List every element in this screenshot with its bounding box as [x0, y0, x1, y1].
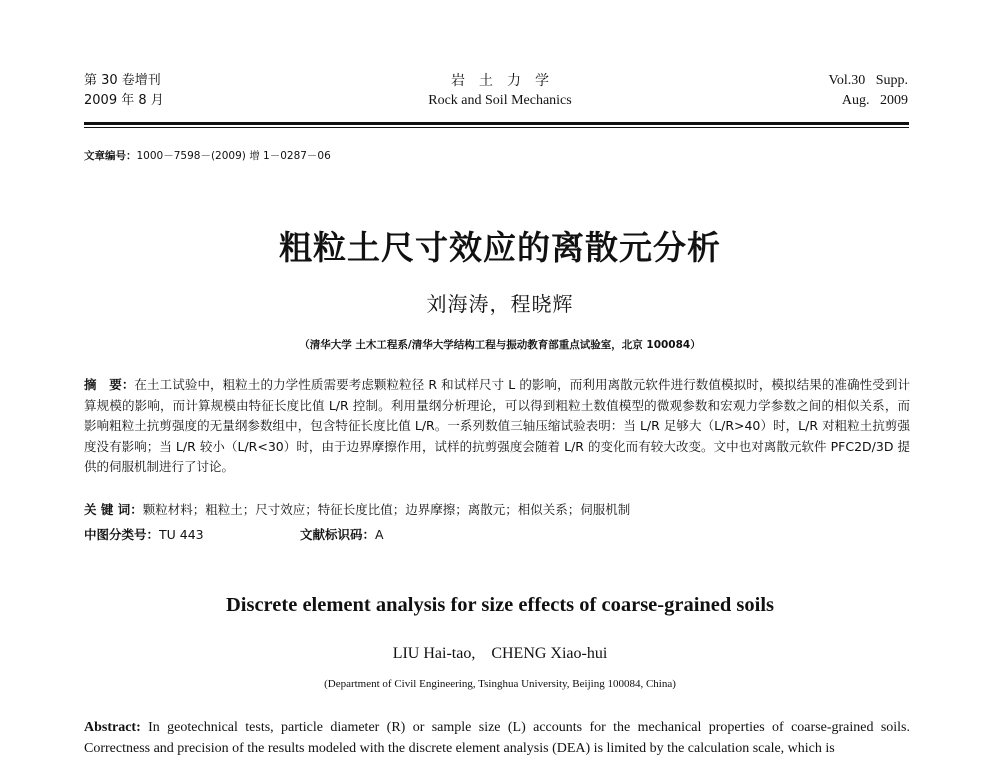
header-rule-thick: [84, 122, 909, 125]
issue-date: 2009 年 8 月: [84, 93, 164, 108]
article-number-value: 1000－7598－(2009) 增 1－0287－06: [136, 150, 331, 162]
document-code-label: 文献标识码：: [300, 527, 376, 542]
title-cn: 粗粒土尺寸效应的离散元分析: [279, 228, 721, 267]
abstract-en: [84, 717, 910, 759]
header-rule-thin: [84, 127, 909, 128]
clc-value: TU 443: [159, 527, 204, 542]
volume-issue: 第 30 卷增刊: [84, 73, 161, 88]
authors-cn: 刘海涛，程晓辉: [426, 292, 574, 316]
keywords-cn-label: 关 键 词：: [84, 502, 143, 517]
keywords-cn-text: 颗粒材料；粗粒土；尺寸效应；特征长度比值；边界摩擦；离散元；相似关系；伺服机制: [142, 502, 631, 517]
article-number-label: 文章编号：: [84, 150, 137, 162]
abstract-cn-label: 摘 要：: [84, 377, 135, 392]
title-en: Discrete element analysis for size effects of coarse-grained soils: [225, 594, 775, 616]
clc-number: [84, 525, 204, 546]
document-code-value: A: [375, 527, 384, 542]
affiliation-cn: （清华大学 土木工程系/清华大学结构工程与振动教育部重点试验室，北京 100084）: [299, 339, 701, 351]
authors-en: LIU Hai-tao, CHENG Xiao-hui: [392, 645, 608, 662]
abstract-en-text: In geotechnical tests, particle diameter (R) or sample size (L) accounts for the mechanical properties of coarse-grained soils. Correctness and precision of the results modeled with the discrete element analysis (DEA) is limited by the calculation scale, which is: [84, 720, 910, 756]
abstract-en-label: Abstract:: [84, 720, 141, 735]
abstract-cn-text: 在土工试验中，粗粒土的力学性质需要考虑颗粒粒径 R 和试样尺寸 L 的影响，而利用离散元软件进行数值模拟时，模拟结果的准确性受到计算规模的影响，而计算规模由特征长度比值 L/R 控制。利用量纲分析理论，可以得到粗粒土数值模型的微观参数和宏观力学参数之间的相似关系，而影响粗粒土抗剪强度的无量纲参数组中，包含特征长度比值 L/R。一系列数值三轴压缩试验表明：当 L/R 足够大（L/R>40）时，L/R 对粗粒土抗剪强度没有影响；当 L/R 较小（L/R<30）时，由于边界摩擦作用，试样的抗剪强度会随着 L/R 的变化而有较大改变。文中也对离散元软件 PFC2D/3D 提供的伺服机制进行了讨论。: [84, 377, 910, 474]
article-number: [84, 148, 331, 163]
keywords-cn: [84, 500, 910, 521]
journal-name-en: Rock and Soil Mechanics: [428, 93, 572, 108]
volume-en: Vol.30 Supp.: [828, 73, 908, 88]
affiliation-en: (Department of Civil Engineering, Tsinghua University, Beijing 100084, China): [324, 678, 676, 690]
journal-name-cn: 岩 土 力 学: [451, 73, 549, 89]
date-en: Aug. 2009: [841, 93, 908, 108]
abstract-cn: [84, 375, 910, 478]
clc-label: 中图分类号：: [84, 527, 160, 542]
document-code: [300, 525, 384, 546]
